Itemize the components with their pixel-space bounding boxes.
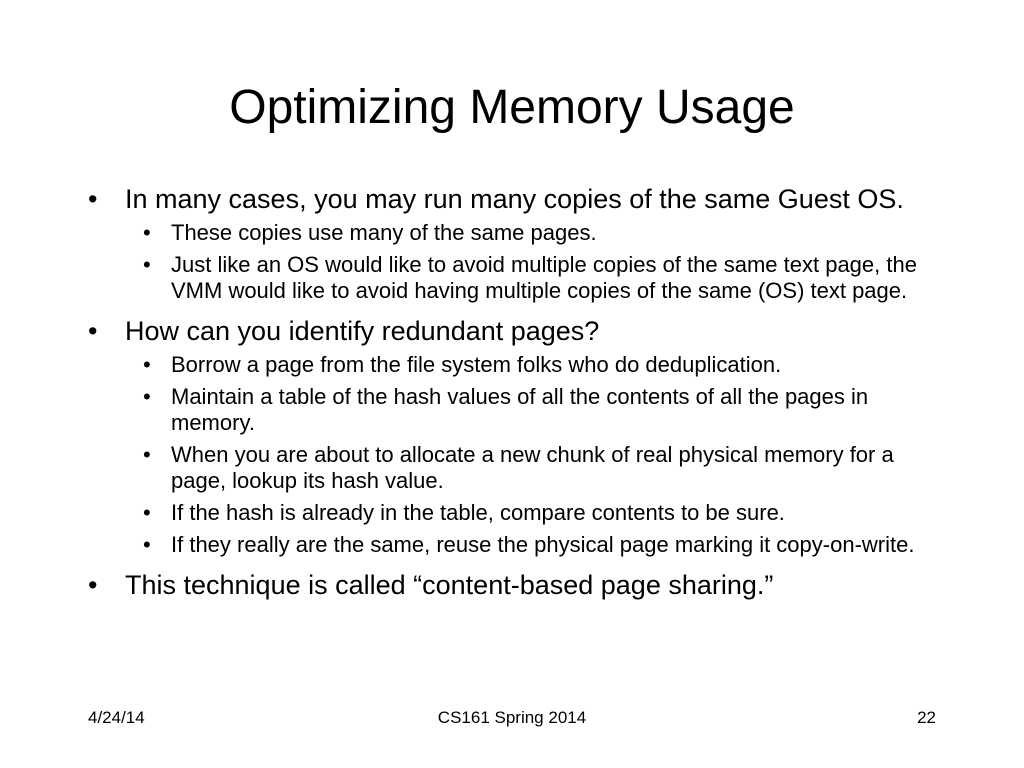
- sub-bullet-text: Just like an OS would like to avoid multiple copies of the same text page, the VMM would like to avoid having multiple copies of the same (OS) text page.: [171, 252, 917, 303]
- bullet-item: [88, 184, 948, 214]
- bullet-icon: •: [143, 220, 151, 245]
- sub-bullet-text: When you are about to allocate a new chunk of real physical memory for a page, lookup its hash value.: [171, 442, 894, 493]
- sub-bullet-text: These copies use many of the same pages.: [171, 220, 597, 245]
- footer-date: 4/24/14: [88, 708, 145, 727]
- bullet-icon: •: [143, 352, 151, 377]
- sub-bullet-text: If the hash is already in the table, compare contents to be sure.: [171, 500, 785, 525]
- sub-bullet-text: Maintain a table of the hash values of all the contents of all the pages in memory.: [171, 384, 869, 435]
- sub-bullet-item: [88, 532, 948, 558]
- sub-bullet-text: If they really are the same, reuse the physical page marking it copy-on-write.: [171, 532, 915, 557]
- sub-bullet-item: [88, 252, 948, 304]
- bullet-item: [88, 316, 948, 346]
- bullet-icon: •: [143, 442, 151, 467]
- bullet-icon: •: [88, 570, 98, 600]
- bullet-icon: •: [88, 184, 98, 214]
- sub-bullet-text: Borrow a page from the file system folks who do deduplication.: [171, 352, 782, 377]
- sub-bullet-item: [88, 220, 948, 246]
- slide-body: [88, 180, 948, 600]
- footer-course: CS161 Spring 2014: [437, 708, 587, 727]
- bullet-icon: •: [143, 252, 151, 277]
- footer-page-number: 22: [917, 708, 936, 727]
- bullet-icon: •: [143, 532, 151, 557]
- bullet-text: This technique is called “content-based page sharing.”: [125, 570, 774, 600]
- bullet-icon: •: [143, 500, 151, 525]
- sub-bullet-item: [88, 384, 948, 436]
- bullet-text: In many cases, you may run many copies of the same Guest OS.: [125, 184, 904, 214]
- bullet-icon: •: [143, 384, 151, 409]
- slide-title: Optimizing Memory Usage: [229, 81, 795, 134]
- sub-bullet-item: [88, 442, 948, 494]
- sub-bullet-item: [88, 500, 948, 526]
- bullet-icon: •: [88, 316, 98, 346]
- bullet-item: [88, 570, 948, 600]
- sub-bullet-item: [88, 352, 948, 378]
- bullet-text: How can you identify redundant pages?: [125, 316, 600, 346]
